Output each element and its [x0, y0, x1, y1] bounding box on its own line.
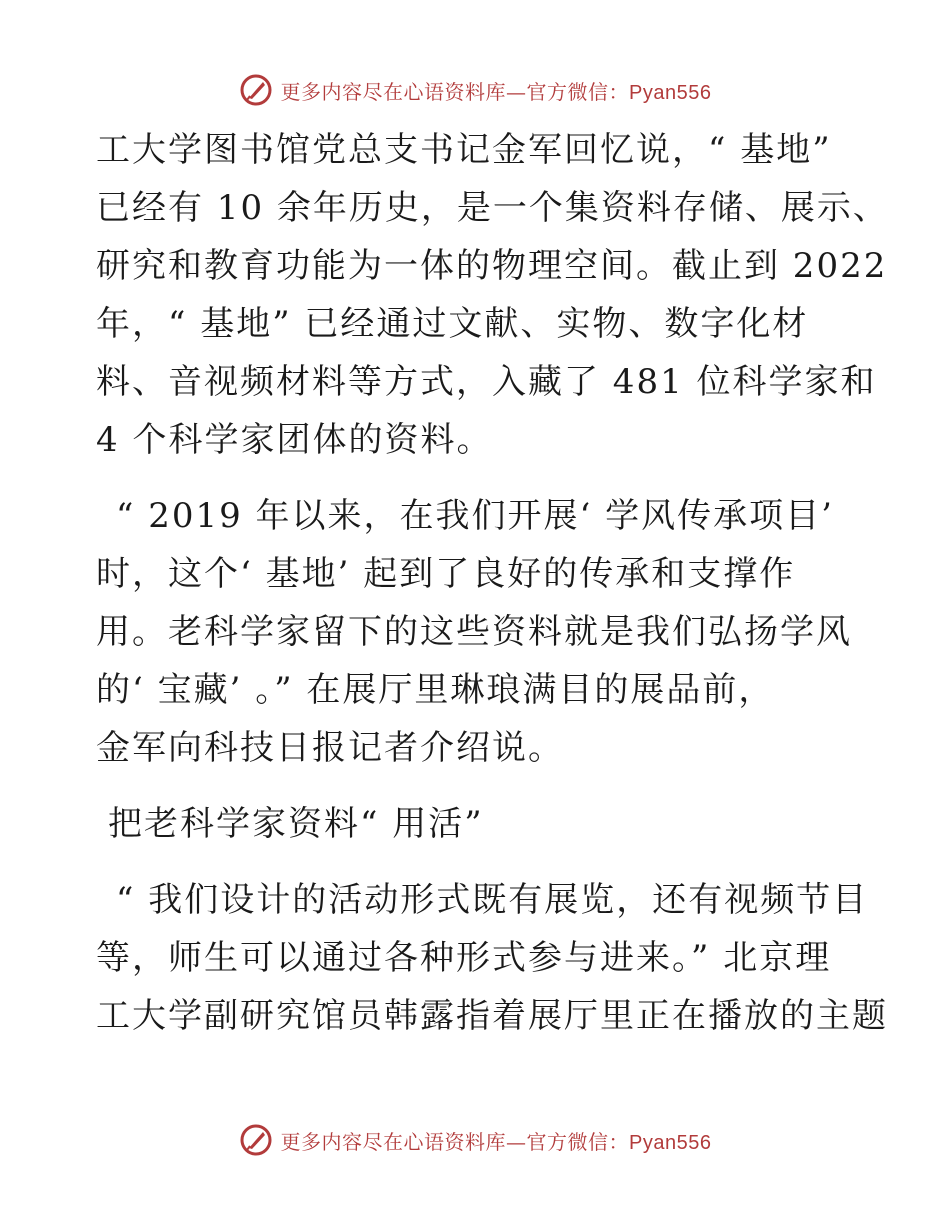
feather-pen-logo-icon	[239, 73, 273, 107]
paragraph-2	[96, 487, 866, 777]
text-line: 工大学副研究馆员韩露指着展厅里正在播放的主题	[96, 996, 888, 1036]
wechat-id: Pyan556	[629, 81, 712, 104]
paragraph-3	[96, 871, 888, 1045]
section-heading: 把老科学家资料“ 用活”	[108, 804, 484, 844]
wechat-id: Pyan556	[629, 1131, 712, 1154]
text-line: 4 个科学家团体的资料。	[96, 420, 493, 460]
text-line: 年，“ 基地” 已经通过文献、实物、数字化材	[96, 304, 809, 344]
text-line: 工大学图书馆党总支书记金军回忆说，“ 基地”	[96, 130, 832, 170]
text-line: 用。老科学家留下的这些资料就是我们弘扬学风	[96, 612, 852, 652]
document-body	[96, 121, 889, 1045]
text-line: 等，师生可以通过各种形式参与进来。” 北京理	[96, 938, 832, 978]
text-line: 时，这个‘ 基地’ 起到了良好的传承和支撑作	[96, 554, 796, 594]
feather-pen-logo-icon	[239, 1123, 273, 1157]
watermark-banner-top	[0, 70, 950, 110]
watermark-text: 更多内容尽在心语资料库—官方微信：Pyan556	[280, 79, 712, 104]
text-line: “ 我们设计的活动形式既有展览，还有视频节目	[116, 880, 869, 920]
watermark-text: 更多内容尽在心语资料库—官方微信：Pyan556	[280, 1129, 712, 1154]
text-line: 的‘ 宝藏’ 。” 在展厅里琳琅满目的展品前，	[96, 670, 775, 710]
text-line: 研究和教育功能为一体的物理空间。截止到 2022	[96, 246, 888, 286]
text-line: 料、音视频材料等方式，入藏了 481 位科学家和	[96, 362, 877, 402]
text-line: 已经有 10 余年历史，是一个集资料存储、展示、	[96, 188, 889, 228]
section-heading-block	[96, 795, 866, 853]
paragraph-1	[96, 121, 889, 469]
watermark-banner-bottom	[0, 1120, 950, 1160]
text-line: “ 2019 年以来，在我们开展‘ 学风传承项目’	[116, 496, 834, 536]
text-line: 金军向科技日报记者介绍说。	[96, 728, 564, 768]
